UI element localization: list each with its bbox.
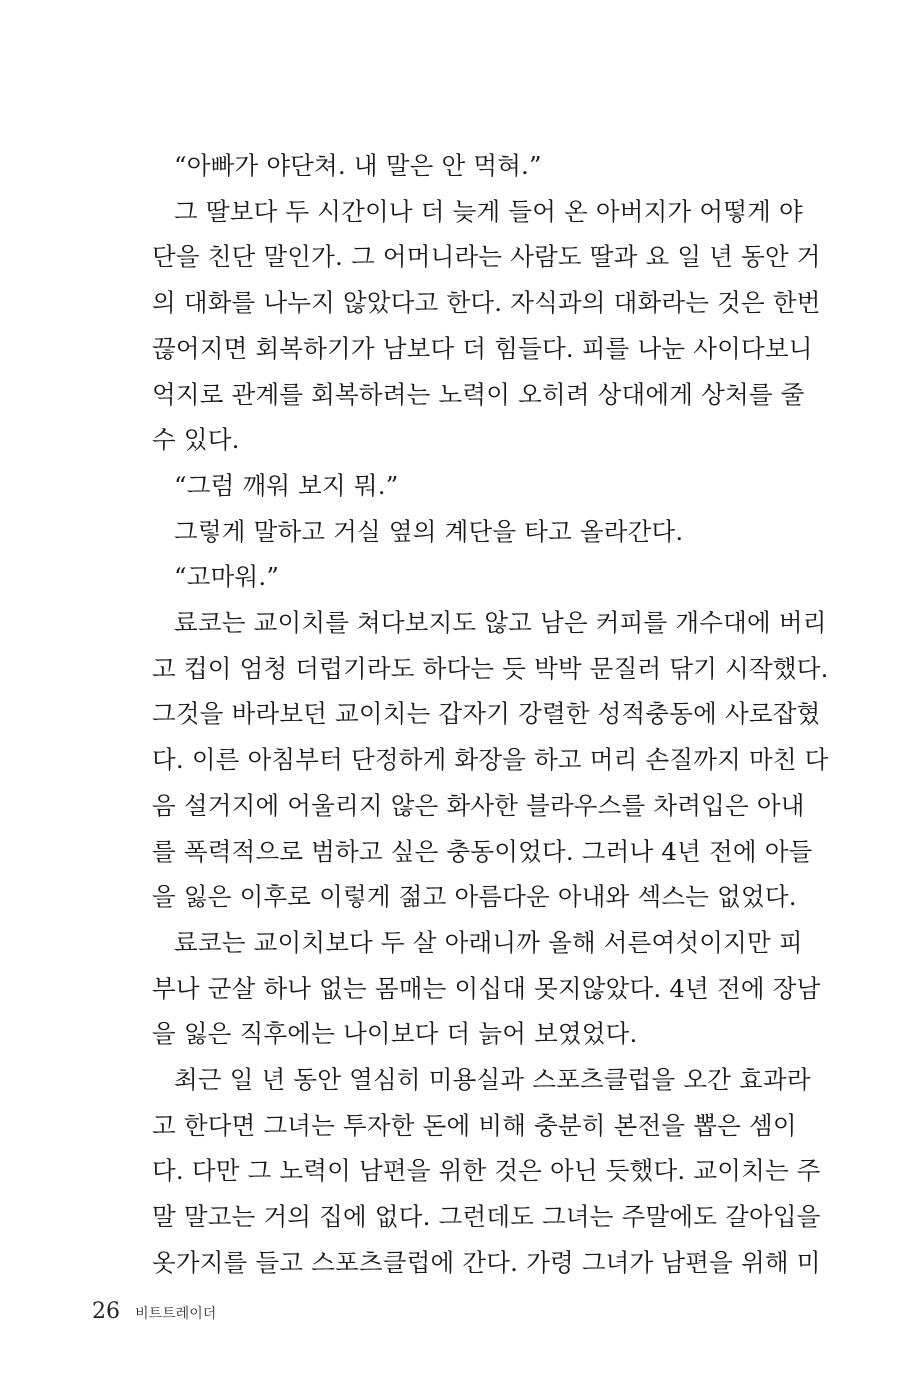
text-line: 료코는 교이치보다 두 살 아래니까 올해 서른여섯이지만 피 bbox=[174, 927, 803, 957]
text-line: 그렇게 말하고 거실 옆의 계단을 타고 올라간다. bbox=[174, 516, 684, 546]
text-line: 수 있다. bbox=[152, 425, 240, 455]
text-line: 부나 군살 하나 없는 몸매는 이십대 못지않았다. 4년 전에 장남 bbox=[152, 973, 821, 1003]
text-line: 단을 친단 말인가. 그 어머니라는 사람도 딸과 요 일 년 동안 거 bbox=[152, 242, 821, 272]
text-line: 끊어지면 회복하기가 남보다 더 힘들다. 피를 나눈 사이다보니 bbox=[152, 333, 813, 363]
text-line: 다. 이른 아침부터 단정하게 화장을 하고 머리 손질까지 마친 다 bbox=[152, 745, 829, 775]
text-line: 억지로 관계를 회복하려는 노력이 오히려 상대에게 상처를 줄 bbox=[152, 379, 805, 409]
text-line: 를 폭력적으로 범하고 싶은 충동이었다. 그러나 4년 전에 아들 bbox=[152, 836, 813, 866]
text-line: 료코는 교이치를 쳐다보지도 않고 남은 커피를 개수대에 버리 bbox=[174, 608, 827, 637]
page-number: 26 bbox=[92, 1299, 120, 1324]
book-title: 비트트레이더 bbox=[135, 1306, 217, 1322]
text-line: 고 한다면 그녀는 투자한 돈에 비해 충분히 본전을 뽑은 셈이 bbox=[152, 1110, 797, 1140]
text-line: “그럼 깨워 보지 뭐.” bbox=[174, 470, 399, 500]
text-line: 옷가지를 들고 스포츠클럽에 간다. 가령 그녀가 남편을 위해 미 bbox=[152, 1247, 821, 1277]
text-line: 그것을 바라보던 교이치는 갑자기 강렬한 성적충동에 사로잡혔 bbox=[152, 699, 821, 729]
text-line: 고 컵이 엄청 더럽기라도 하다는 듯 박박 문질러 닦기 시작했다. bbox=[152, 653, 829, 683]
text-line: 최근 일 년 동안 열심히 미용실과 스포츠클럽을 오간 효과라 bbox=[174, 1065, 811, 1094]
text-line: 다. 다만 그 노력이 남편을 위한 것은 아닌 듯했다. 교이치는 주 bbox=[152, 1156, 821, 1186]
text-line: 말 말고는 거의 집에 없다. 그런데도 그녀는 주말에도 갈아입을 bbox=[152, 1202, 821, 1232]
text-line: 을 잃은 직후에는 나이보다 더 늙어 보였었다. bbox=[152, 1019, 638, 1049]
text-line: “아빠가 야단쳐. 내 말은 안 먹혀.” bbox=[174, 151, 542, 180]
text-line: 그 딸보다 두 시간이나 더 늦게 들어 온 아버지가 어떻게 야 bbox=[174, 196, 803, 226]
page-footer bbox=[92, 1296, 216, 1328]
text-line: 을 잃은 이후로 이렇게 젊고 아름다운 아내와 섹스는 없었다. bbox=[152, 882, 797, 912]
text-line: “고마워.” bbox=[174, 562, 280, 592]
text-line: 음 설거지에 어울리지 않은 화사한 블라우스를 차려입은 아내 bbox=[152, 790, 805, 820]
text-line: 의 대화를 나누지 않았다고 한다. 자식과의 대화라는 것은 한번 bbox=[152, 288, 821, 318]
